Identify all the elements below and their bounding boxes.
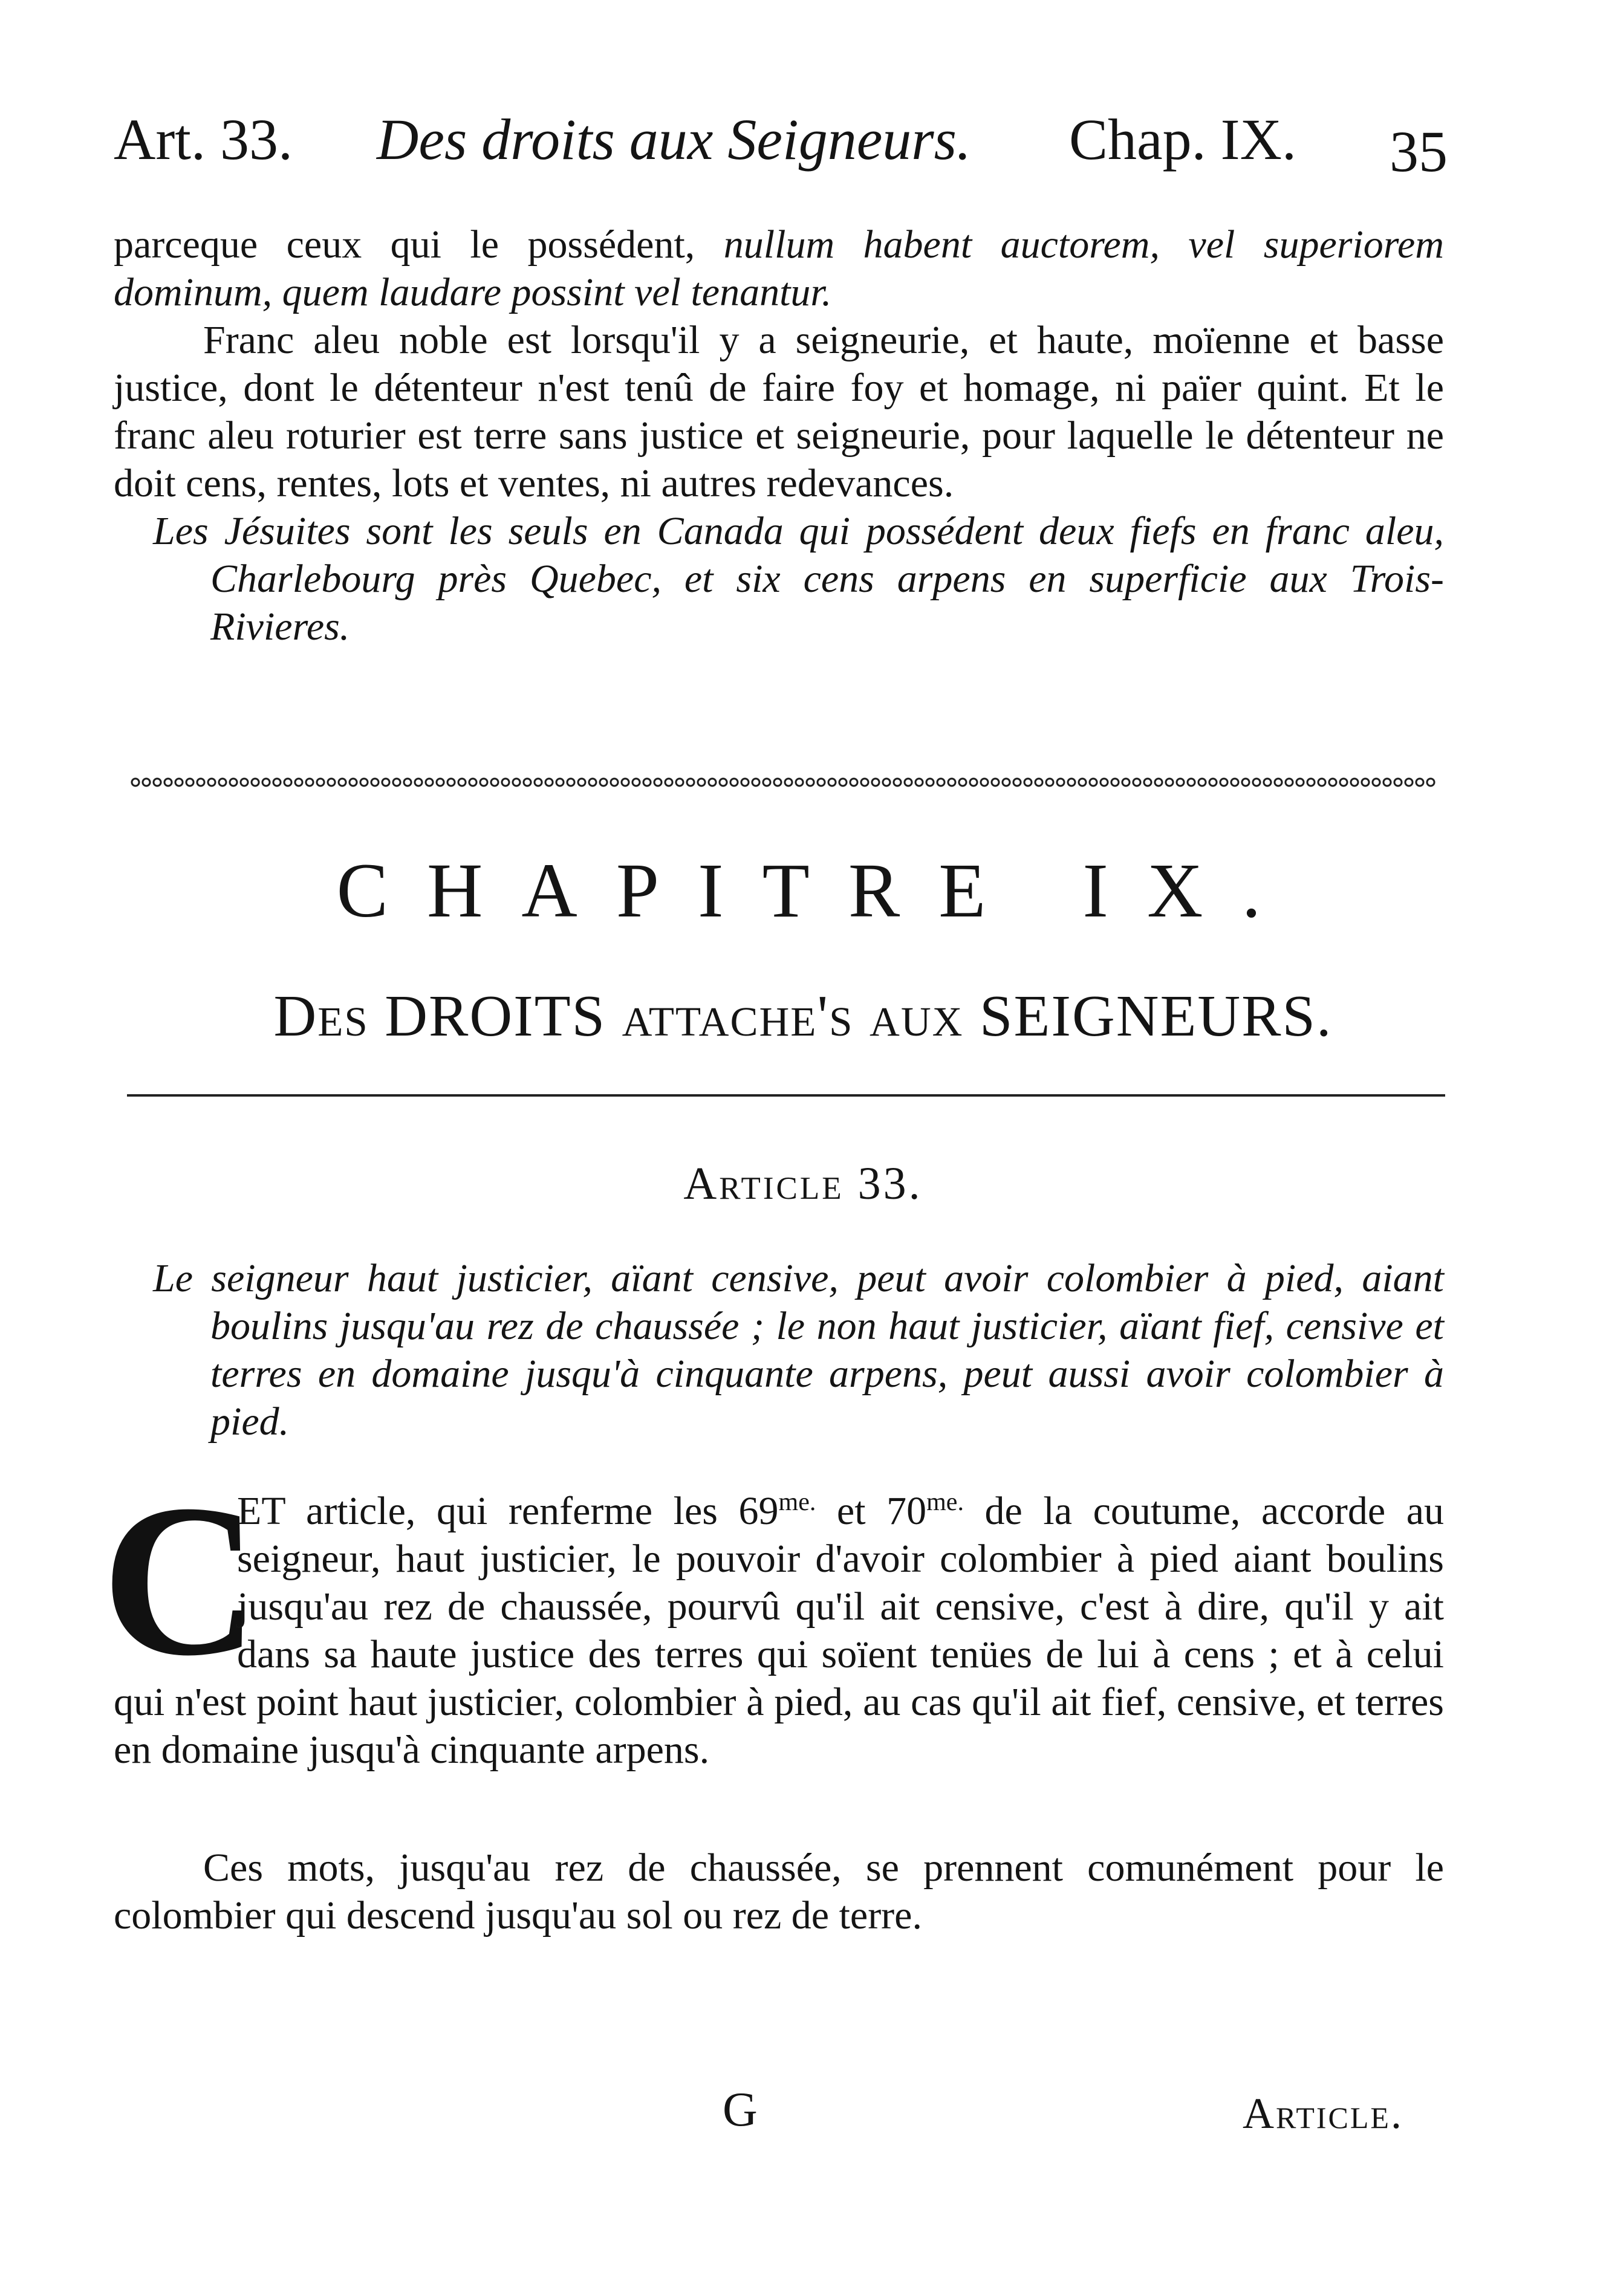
commentary-paragraph (102, 1459, 1444, 1774)
second-commentary-block (114, 1844, 1444, 1939)
page-number: 35 (1390, 119, 1448, 184)
jesuits-note: Les Jésuites sont les seuls en Canada qui possédent deux fiefs en franc aleu, Charlebourg près Quebec, et six cens arpens en superficie aux Trois-Rivieres. (153, 509, 1444, 649)
chapter-heading: CHAPITRE IX. (336, 848, 1300, 933)
commentary-start: ET article, qui renferme les 69 (237, 1489, 779, 1533)
continued-latin: nullum habent auctorem, vel superiorem dominum, quem laudare possint vel tenantur. (114, 222, 1444, 314)
horizontal-rule (127, 1094, 1445, 1097)
superscript-1: me. (778, 1488, 816, 1516)
article-text-block (114, 1254, 1444, 1445)
continued-roman: parceque ceux qui le possédent, (114, 222, 695, 267)
ornamental-divider (130, 776, 1436, 789)
superscript-2: me. (926, 1488, 964, 1516)
continued-text-block (114, 221, 1444, 650)
article-text: Le seigneur haut justicier, aïant censive, peut avoir colombier à pied, aiant boulins jusqu'au rez de chaussée ; le non haut justicier, aïant fief, censive et terres en domaine jusqu'à cinquante arpens, peut aussi avoir colombier à pied. (153, 1256, 1444, 1444)
running-head-title: Des droits aux Seigneurs. (377, 107, 972, 172)
running-head (114, 106, 1486, 190)
signature-mark: G (723, 2083, 758, 2136)
second-commentary-paragraph: Ces mots, jusqu'au rez de chaussée, se prennent comunément pour le colombier qui descend jusqu'au sol ou rez de terre. (114, 1846, 1444, 1938)
running-head-chapter: Chap. IX. (1069, 107, 1296, 172)
running-head-article: Art. 33. (114, 107, 293, 172)
article-title: Article 33. (683, 1158, 923, 1209)
catchword: Article. (1243, 2089, 1403, 2138)
commentary-mid: et 70 (816, 1489, 927, 1533)
chapter-subheading: Des DROITS attache's aux SEIGNEURS. (273, 984, 1333, 1049)
commentary-end: de la coutume, accorde au seigneur, haut justicier, le pouvoir d'avoir colombier à pied aiant boulins jusqu'au rez de chaussée, pourvû qu'il ait censive, c'est à dire, qu'il y ait dans sa haute justice des terres qui soïent tenües de lui à cens ; et à celui qui n'est point haut justicier, colombier à pied, au cas qu'il ait fief, censive, et terres en domaine jusqu'à cinquante arpens. (114, 1489, 1444, 1772)
drop-cap: C (102, 1459, 259, 1701)
continued-paragraph (114, 221, 1444, 316)
franc-aleu-paragraph: Franc aleu noble est lorsqu'il y a seigneurie, et haute, moïenne et basse justice, dont le détenteur n'est tenû de faire foy et homage, ni païer quint. Et le franc aleu roturier est terre sans justice et seigneurie, pour laquelle le détenteur ne doit cens, rentes, lots et ventes, ni autres redevances. (114, 318, 1444, 505)
